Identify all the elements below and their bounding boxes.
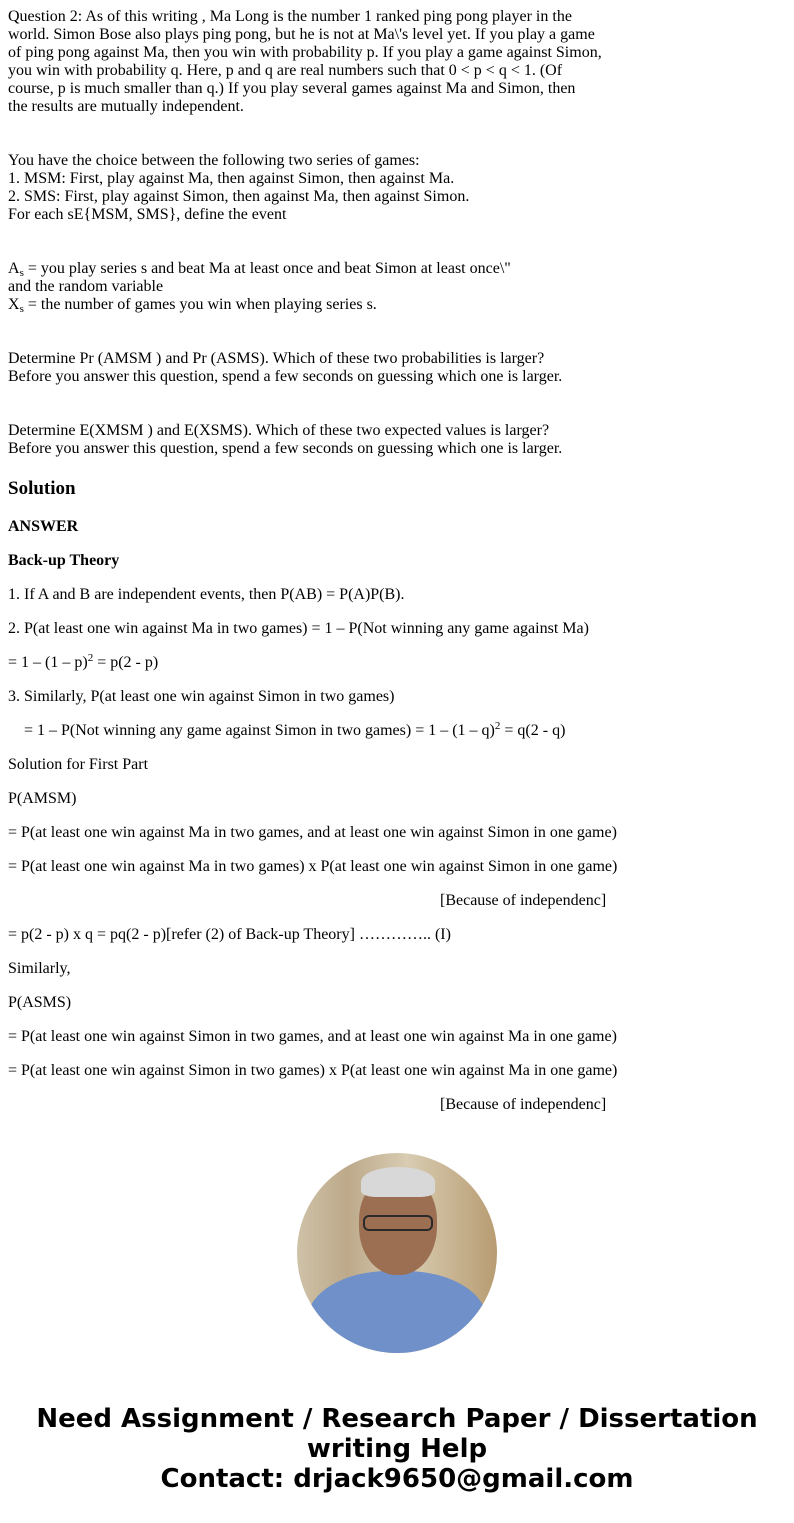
step-line: = P(at least one win against Ma in two games) x P(at least one win against Simon in one game) — [8, 858, 618, 875]
question-paragraph-2: You have the choice between the following two series of games: 1. MSM: First, play against Ma, then against Simon, then against Ma. 2. SMS: First, play against Simon, then against Ma, then against Simon. For each sE{MSM, SMS}, define the event — [8, 152, 470, 223]
contact-banner — [0, 1404, 794, 1494]
theory-2-result: = 1 – (1 – p)$^2$ = p(2 - p) — [8, 652, 159, 671]
step-line: = P(at least one win against Simon in two games) x P(at least one win against Ma in one game) — [8, 1062, 618, 1079]
solution-heading: Solution — [8, 478, 76, 499]
p-asms: P(ASMS) — [8, 994, 72, 1011]
theory-3: 3. Similarly, P(at least one win against Simon in two games) — [8, 688, 395, 705]
first-part-label: Solution for First Part — [8, 756, 149, 773]
answer-label: ANSWER — [8, 518, 79, 535]
theory-2: 2. P(at least one win against Ma in two games) = 1 – P(Not winning any game against Ma) — [8, 620, 589, 637]
banner-line: writing Help — [306, 1434, 488, 1464]
question-text — [8, 8, 786, 458]
step-line: = p(2 - p) x q = pq(2 - p)[refer (2) of Back-up Theory] ………….. (I) — [8, 926, 451, 943]
question-paragraph-4: Determine Pr (AMSM ) and Pr (ASMS). Which of these two probabilities is larger? Before you answer this question, spend a few seconds on guessing which one is larger. — [8, 350, 563, 385]
question-paragraph-3: $A_s$ = you play series s and beat Ma at least once and beat Simon at least once\" and the random variable $X_s$ = the number of games you win when playing series s. — [8, 260, 786, 314]
backup-theory-label: Back-up Theory — [8, 552, 120, 569]
random-variable-definition: $X_s$ = the number of games you win when playing series s. — [8, 296, 377, 315]
p-amsm: P(AMSM) — [8, 790, 77, 807]
theory-3-result: = 1 – P(Not winning any game against Simon in two games) = 1 – (1 – q)$^2$ = q(2 - q) — [24, 720, 566, 739]
solution-body — [8, 518, 786, 1114]
because-note: [Because of independenc] — [440, 892, 607, 909]
contact-email[interactable]: Contact: drjack9650@gmail.com — [160, 1464, 634, 1494]
theory-1: 1. If A and B are independent events, then P(AB) = P(A)P(B). — [8, 586, 405, 603]
tutor-avatar-photo — [297, 1153, 497, 1353]
step-line: = P(at least one win against Simon in two games, and at least one win against Ma in one game) — [8, 1028, 617, 1045]
event-definition: $A_s$ = you play series s and beat Ma at least once and beat Simon at least once\" — [8, 260, 511, 279]
similarly-label: Similarly, — [8, 960, 71, 977]
banner-line: Need Assignment / Research Paper / Dissertation — [36, 1404, 758, 1434]
because-note: [Because of independenc] — [440, 1096, 607, 1113]
step-line: = P(at least one win against Ma in two games, and at least one win against Simon in one game) — [8, 824, 617, 841]
question-paragraph-5: Determine E(XMSM ) and E(XSMS). Which of these two expected values is larger? Before you answer this question, spend a few seconds on guessing which one is larger. — [8, 422, 563, 457]
question-paragraph-1: Question 2: As of this writing , Ma Long is the number 1 ranked ping pong player in the world. Simon Bose also plays ping pong, but he is not at Ma\'s level yet. If you play a game of ping pong against Ma, then you win with probability p. If you play a game against Simon, you win with probability q. Here, p and q are real numbers such that 0 < p < q < 1. (Of course, p is much smaller than q.) If you play several games against Ma and Simon, then the results are mutually independent. — [8, 8, 602, 115]
